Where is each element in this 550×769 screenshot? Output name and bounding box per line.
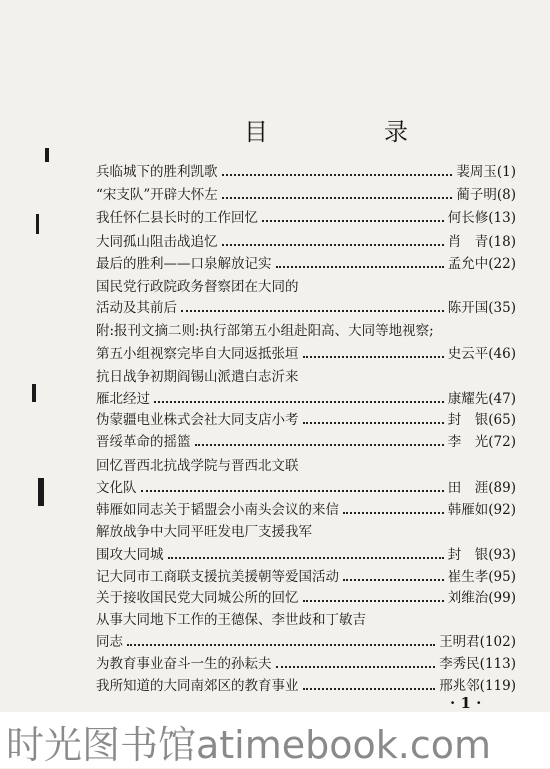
toc-entry-continued[interactable] [96, 320, 516, 342]
entry-title: 关于接收国民党大同城公所的回忆 [96, 590, 299, 606]
entry-author-page: 王明君(102) [439, 634, 516, 650]
entry-author-page: 史云平(46) [447, 346, 516, 362]
dot-leader [168, 544, 444, 559]
entry-author-page: 封 银(65) [447, 412, 516, 428]
toc-entry[interactable] [96, 184, 516, 206]
entry-author-page: 刘维治(99) [447, 590, 516, 606]
dot-leader [303, 343, 444, 358]
toc-entry-continued[interactable] [96, 366, 516, 388]
toc-entry[interactable] [96, 477, 516, 499]
dot-leader [303, 409, 444, 424]
scan-mark [36, 214, 39, 234]
dot-leader [276, 653, 436, 668]
entry-title: 最后的胜利——口泉解放记实 [96, 256, 272, 272]
entry-title: 记大同市工商联支援抗美援朝等爱国活动 [96, 569, 339, 585]
entry-author-page: 陈开国(35) [447, 300, 516, 316]
toc-entry[interactable] [96, 499, 516, 521]
toc-entry[interactable] [96, 566, 516, 588]
entry-title: 我所知道的大同南郊区的教育事业 [96, 678, 299, 694]
dot-leader [141, 477, 444, 492]
toc-entry-continued[interactable] [96, 609, 516, 631]
entry-title: 活动及其前后 [96, 300, 177, 316]
watermark [0, 712, 550, 768]
toc-entry[interactable] [96, 161, 516, 183]
entry-author-page: 韩雁如(92) [447, 502, 516, 518]
dot-leader [222, 184, 453, 199]
scan-mark [45, 148, 49, 162]
entry-author-page: 李秀民(113) [439, 656, 516, 672]
toc-entry[interactable] [96, 231, 516, 253]
entry-title: 兵临城下的胜利凯歌 [96, 164, 218, 180]
entry-author-page: 封 银(93) [447, 547, 516, 563]
toc-entry[interactable] [96, 631, 516, 653]
dot-leader [303, 587, 444, 602]
entry-title: 第五小组视察完毕自大同返抵张垣 [96, 346, 299, 362]
toc-entry[interactable] [96, 653, 516, 675]
dot-leader [181, 297, 444, 312]
entry-title: 为教育事业奋斗一生的孙耘夫 [96, 656, 272, 672]
page-number: · 1 · [450, 694, 482, 712]
toc-entry[interactable] [96, 388, 516, 410]
dot-leader [262, 207, 444, 222]
toc-entry[interactable] [96, 297, 516, 319]
entry-title: 回忆晋西北抗战学院与晋西北文联 [96, 458, 299, 474]
entry-author-page: 康耀先(47) [447, 391, 516, 407]
entry-title: 围攻大同城 [96, 547, 164, 563]
dot-leader [343, 499, 444, 514]
entry-title: 从事大同地下工作的王德保、李世歧和丁敏吉 [96, 612, 366, 628]
toc-entry-continued[interactable] [96, 521, 516, 543]
entry-author-page: 李 光(72) [447, 434, 516, 450]
entry-author-page: 蔺子明(8) [456, 187, 516, 203]
toc-entry[interactable] [96, 343, 516, 365]
entry-author-page: 肖 青(18) [447, 234, 516, 250]
entry-title: 抗日战争初期阎锡山派遣白志沂来 [96, 369, 299, 385]
dot-leader [195, 431, 444, 446]
entry-title: 国民党行政院政务督察团在大同的 [96, 279, 299, 295]
entry-title: 晋绥革命的摇篮 [96, 434, 191, 450]
dot-leader [127, 631, 435, 646]
toc-entry[interactable] [96, 409, 516, 431]
entry-author-page: 何长修(13) [447, 210, 516, 226]
entry-author-page: 崔生孝(95) [447, 569, 516, 585]
toc-entry[interactable] [96, 253, 516, 275]
entry-author-page: 裴周玉(1) [456, 164, 516, 180]
entry-title: “宋支队”开辟大怀左 [96, 187, 218, 203]
toc-entry-continued[interactable] [96, 455, 516, 477]
entry-title: 附:报刊文摘二则:执行部第五小组赴阳高、大同等地视察; [96, 323, 434, 339]
entry-title: 雁北经过 [96, 391, 150, 407]
scan-mark [38, 478, 44, 506]
entry-author-page: 田 涯(89) [447, 480, 516, 496]
dot-leader [343, 566, 444, 581]
entry-title: 伪蒙疆电业株式会社大同支店小考 [96, 412, 299, 428]
dot-leader [222, 231, 444, 246]
dot-leader [222, 161, 453, 176]
entry-title: 同志 [96, 634, 123, 650]
toc-entry[interactable] [96, 544, 516, 566]
page-title: 目 录 [244, 118, 454, 146]
entry-author-page: 孟允中(22) [447, 256, 516, 272]
dot-leader [154, 388, 444, 403]
entry-title: 大同孤山阻击战追忆 [96, 234, 218, 250]
entry-title: 解放战争中大同平旺发电厂支援我军 [96, 524, 312, 540]
binding-marks [0, 0, 80, 700]
dot-leader [303, 675, 436, 690]
toc-entry[interactable] [96, 207, 516, 229]
entry-title: 文化队 [96, 480, 137, 496]
dot-leader [276, 253, 444, 268]
toc-entry[interactable] [96, 587, 516, 609]
toc-entry-continued[interactable] [96, 276, 516, 298]
watermark-text: 时光图书馆atimebook.com [6, 723, 492, 767]
entry-title: 我任怀仁县长时的工作回忆 [96, 210, 258, 226]
scan-mark [32, 384, 36, 402]
entry-author-page: 邢兆邻(119) [439, 678, 516, 694]
toc-entry[interactable] [96, 431, 516, 453]
entry-title: 韩雁如同志关于韬盟会小南头会议的来信 [96, 502, 339, 518]
